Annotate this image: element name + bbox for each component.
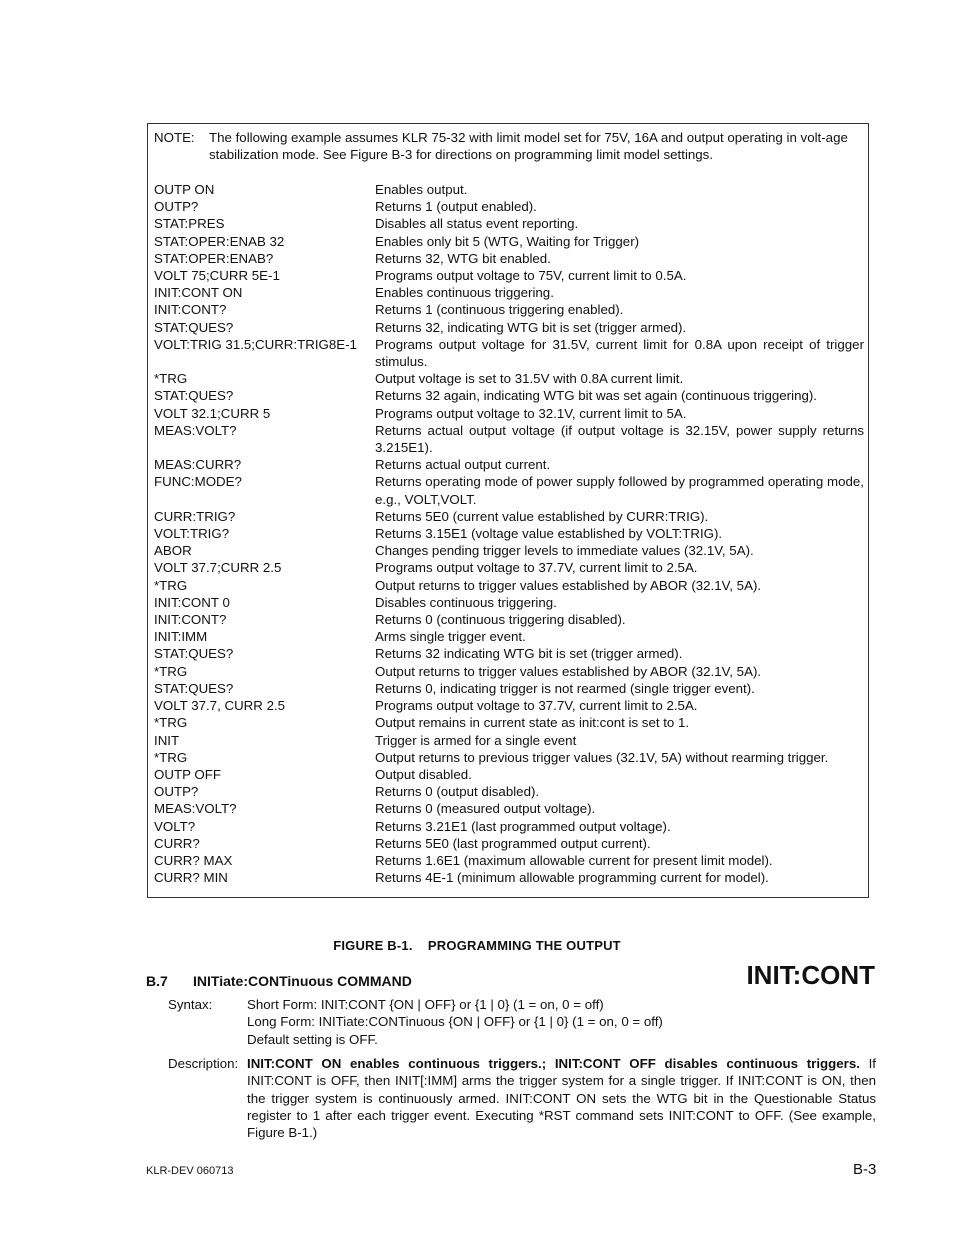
command-text: VOLT 32.1;CURR 5	[154, 405, 271, 421]
syntax-default: Default setting is OFF.	[247, 1031, 378, 1047]
command-row	[154, 456, 864, 473]
command-description: Output disabled.	[375, 766, 472, 782]
command-text: VOLT?	[154, 818, 196, 834]
command-description: Returns 32, WTG bit enabled.	[375, 250, 551, 266]
command-description: Returns 5E0 (last programmed output current).	[375, 835, 651, 851]
command-row	[154, 732, 864, 749]
command-description: Returns actual output current.	[375, 457, 551, 473]
command-description: Returns actual output voltage (if output voltage is 32.15V, power supply returns 3.215E1).	[375, 422, 864, 456]
command-text: FUNC:MODE?	[154, 474, 242, 490]
command-description: Programs output voltage to 37.7V, current limit to 2.5A.	[375, 560, 698, 576]
note-text: The following example assumes KLR 75-32 with limit model set for 75V, 16A and output operating in volt-age stabilization mode. See Figure B-3 for directions on programming limit model settings.	[209, 130, 848, 163]
command-text: INIT:CONT?	[154, 612, 227, 628]
example-box	[147, 123, 869, 898]
command-description: Returns operating mode of power supply followed by programmed operating mode, e.g., VOLT,VOLT.	[375, 474, 864, 507]
command-row	[154, 577, 864, 594]
page-number: B-3	[853, 1161, 877, 1178]
description-rest: If INIT:CONT is OFF, then INIT[:IMM] arms the trigger system for a single trigger. If INIT:CONT is ON, then the trigger system is continuously armed. INIT:CONT ON sets the WTG bit in the Questionable Status register to 1 after each trigger event. Executing *RST command sets INIT:CONT to OFF. (See example, Figure B-1.)	[247, 1056, 876, 1141]
command-description: Returns 32 indicating WTG bit is set (trigger armed).	[375, 646, 683, 662]
command-text: STAT:OPER:ENAB?	[154, 250, 274, 266]
command-row	[154, 594, 864, 611]
command-description: Output returns to previous trigger values (32.1V, 5A) without rearming trigger.	[375, 749, 829, 765]
command-text: INIT:CONT ON	[154, 285, 243, 301]
command-row	[154, 301, 864, 318]
section-heading	[146, 973, 412, 989]
command-description: Returns 1.6E1 (maximum allowable current for present limit model).	[375, 852, 773, 868]
command-description: Disables continuous triggering.	[375, 594, 557, 610]
command-description: Returns 1 (continuous triggering enabled).	[375, 302, 624, 318]
command-description: Returns 0, indicating trigger is not rearmed (single trigger event).	[375, 680, 755, 696]
command-row	[154, 542, 864, 559]
command-row	[154, 198, 864, 215]
command-text: STAT:QUES?	[154, 646, 234, 662]
syntax-short-form: Short Form: INIT:CONT {ON | OFF} or {1 | 0} (1 = on, 0 = off)	[247, 997, 604, 1012]
command-text: OUTP ON	[154, 182, 215, 197]
command-row	[154, 869, 864, 886]
command-text: INIT:CONT 0	[154, 594, 230, 610]
command-row	[154, 611, 864, 628]
section-title: INITiate:CONTinuous COMMAND	[193, 973, 412, 989]
command-text: CURR:TRIG?	[154, 508, 236, 524]
command-text: MEAS:CURR?	[154, 457, 242, 473]
command-description: Output returns to trigger values established by ABOR (32.1V, 5A).	[375, 577, 762, 593]
command-description: Output remains in current state as init:cont is set to 1.	[375, 715, 690, 731]
command-description: Returns 4E-1 (minimum allowable programming current for model).	[375, 870, 769, 886]
command-description: Programs output voltage to 37.7V, current limit to 2.5A.	[375, 698, 698, 714]
syntax-label: Syntax:	[168, 997, 213, 1012]
command-row	[154, 336, 864, 370]
figure-caption: FIGURE B-1. PROGRAMMING THE OUTPUT	[333, 938, 621, 953]
command-text: INIT:IMM	[154, 629, 208, 645]
command-row	[154, 319, 864, 336]
command-row	[154, 215, 864, 232]
command-row	[154, 473, 864, 507]
command-text: STAT:PRES	[154, 216, 225, 232]
command-description: Trigger is armed for a single event	[375, 732, 577, 748]
command-row	[154, 233, 864, 250]
command-text: VOLT:TRIG 31.5;CURR:TRIG8E-1	[154, 336, 357, 352]
command-text: CURR? MAX	[154, 852, 233, 868]
command-row	[154, 835, 864, 852]
command-description: Enables continuous triggering.	[375, 285, 554, 301]
command-row	[154, 800, 864, 817]
command-text: VOLT 37.7;CURR 2.5	[154, 560, 282, 576]
command-row	[154, 387, 864, 404]
command-text: *TRG	[154, 663, 188, 679]
command-description: Output voltage is set to 31.5V with 0.8A current limit.	[375, 371, 684, 387]
command-text: VOLT 37.7, CURR 2.5	[154, 698, 286, 714]
command-description: Output returns to trigger values established by ABOR (32.1V, 5A).	[375, 663, 762, 679]
command-row	[154, 766, 864, 783]
command-text: *TRG	[154, 749, 188, 765]
command-row	[154, 181, 864, 198]
command-row	[154, 697, 864, 714]
command-row	[154, 680, 864, 697]
command-description: Returns 32, indicating WTG bit is set (trigger armed).	[375, 319, 687, 335]
command-text: CURR? MIN	[154, 870, 228, 886]
command-text: *TRG	[154, 371, 188, 387]
command-description: Returns 1 (output enabled).	[375, 199, 537, 215]
description-bold: INIT:CONT ON enables continuous triggers.; INIT:CONT OFF disables continuous triggers.	[247, 1056, 860, 1071]
command-text: STAT:OPER:ENAB 32	[154, 233, 285, 249]
command-description: Enables output.	[375, 182, 468, 197]
command-row	[154, 405, 864, 422]
command-description: Changes pending trigger levels to immediate values (32.1V, 5A).	[375, 543, 754, 559]
command-row	[154, 749, 864, 766]
command-text: STAT:QUES?	[154, 680, 234, 696]
command-description: Programs output voltage for 31.5V, current limit for 0.8A upon receipt of trigger stimulus.	[375, 336, 864, 370]
command-text: OUTP?	[154, 199, 199, 215]
description-body	[247, 1055, 876, 1141]
footer-doc-id: KLR-DEV 060713	[146, 1165, 234, 1177]
command-row	[154, 628, 864, 645]
note-label: NOTE:	[154, 130, 195, 145]
command-text: *TRG	[154, 577, 188, 593]
command-text: MEAS:VOLT?	[154, 422, 237, 438]
command-text: VOLT:TRIG?	[154, 526, 230, 542]
command-description: Returns 0 (measured output voltage).	[375, 801, 596, 817]
command-description: Returns 3.21E1 (last programmed output voltage).	[375, 818, 671, 834]
command-text: INIT	[154, 732, 180, 748]
command-row	[154, 714, 864, 731]
command-row	[154, 525, 864, 542]
description-label: Description:	[168, 1056, 239, 1071]
command-row	[154, 852, 864, 869]
command-text: ABOR	[154, 543, 192, 559]
command-row	[154, 559, 864, 576]
command-list	[154, 181, 864, 886]
command-row	[154, 267, 864, 284]
command-row	[154, 783, 864, 800]
command-description: Returns 5E0 (current value established by CURR:TRIG).	[375, 508, 709, 524]
command-description: Returns 0 (continuous triggering disabled).	[375, 612, 626, 628]
command-description: Arms single trigger event.	[375, 629, 526, 645]
command-description: Disables all status event reporting.	[375, 216, 579, 232]
syntax-long-form: Long Form: INITiate:CONTinuous {ON | OFF} or {1 | 0} (1 = on, 0 = off)	[247, 1014, 663, 1030]
command-row	[154, 645, 864, 662]
command-description: Returns 32 again, indicating WTG bit was set again (continuous triggering).	[375, 388, 817, 404]
command-banner: INIT:CONT	[746, 960, 875, 990]
section-number: B.7	[146, 973, 168, 989]
command-text: OUTP?	[154, 784, 199, 800]
command-row	[154, 422, 864, 456]
syntax-lines	[247, 996, 663, 1048]
command-description: Programs output voltage to 32.1V, current limit to 5A.	[375, 405, 687, 421]
command-description: Programs output voltage to 75V, current limit to 0.5A.	[375, 268, 687, 284]
command-text: STAT:QUES?	[154, 319, 234, 335]
command-row	[154, 818, 864, 835]
command-text: CURR?	[154, 835, 200, 851]
command-text: STAT:QUES?	[154, 388, 234, 404]
command-row	[154, 370, 864, 387]
command-row	[154, 284, 864, 301]
command-text: MEAS:VOLT?	[154, 801, 237, 817]
command-row	[154, 663, 864, 680]
command-text: INIT:CONT?	[154, 302, 227, 318]
command-description: Enables only bit 5 (WTG, Waiting for Trigger)	[375, 233, 640, 249]
command-text: *TRG	[154, 715, 188, 731]
command-row	[154, 508, 864, 525]
command-text: OUTP OFF	[154, 766, 221, 782]
command-text: VOLT 75;CURR 5E-1	[154, 268, 280, 284]
command-description: Returns 3.15E1 (voltage value established by VOLT:TRIG).	[375, 526, 723, 542]
command-description: Returns 0 (output disabled).	[375, 784, 540, 800]
command-row	[154, 250, 864, 267]
